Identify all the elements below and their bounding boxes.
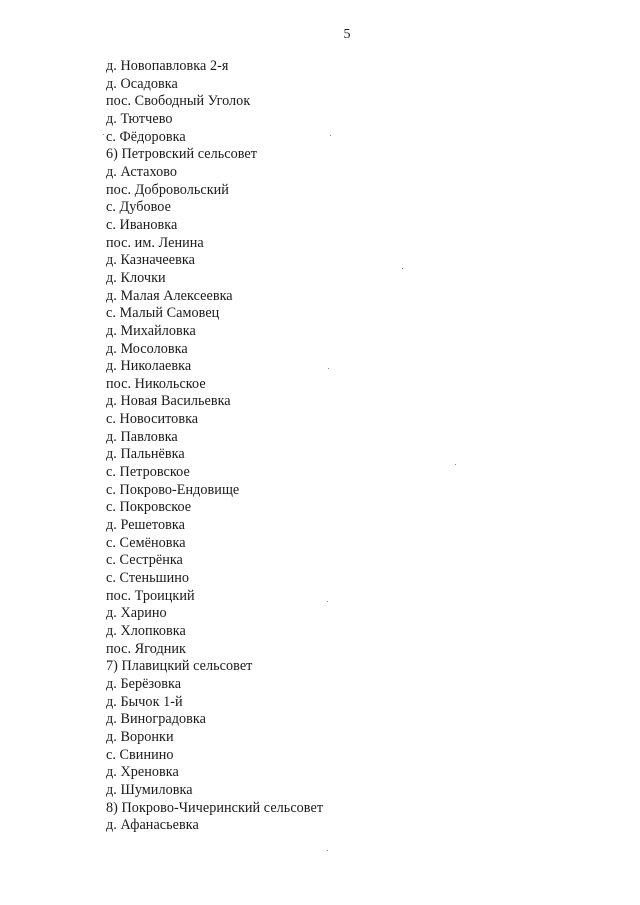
list-item: пос. Добровольский bbox=[106, 181, 229, 198]
list-item: д. Павловка bbox=[106, 428, 178, 445]
list-item: с. Семёновка bbox=[106, 534, 186, 551]
list-item: д. Астахово bbox=[106, 163, 178, 180]
list-item: с. Покрово-Ендовище bbox=[106, 481, 240, 498]
list-item: д. Николаевка bbox=[106, 358, 192, 375]
list-item: д. Берёзовка bbox=[106, 675, 182, 692]
list-item: д. Новопавловка 2-я bbox=[106, 58, 229, 74]
list-item: д. Тютчево bbox=[106, 110, 173, 127]
list-item: пос. Свободный Уголок bbox=[106, 93, 251, 110]
list-item: с. Новоситовка bbox=[106, 411, 199, 428]
list-item: д. Хлопковка bbox=[106, 623, 186, 639]
list-item: с. Сестрёнка bbox=[106, 552, 183, 569]
settlement-list bbox=[106, 58, 323, 835]
list-item: д. Осадовка bbox=[106, 75, 178, 92]
list-item: пос. Никольское bbox=[106, 375, 206, 392]
scan-speck bbox=[328, 368, 329, 369]
list-item: с. Малый Самовец bbox=[106, 305, 220, 322]
list-item: д. Клочки bbox=[106, 269, 166, 286]
list-item: с. Дубовое bbox=[106, 199, 171, 216]
scan-speck bbox=[402, 268, 403, 269]
scan-speck bbox=[103, 134, 104, 135]
list-item: д. Решетовка bbox=[106, 517, 185, 534]
scan-speck bbox=[327, 850, 328, 851]
list-item: д. Воронки bbox=[106, 728, 174, 745]
list-item: с. Петровское bbox=[106, 464, 190, 481]
list-item: д. Казначеевка bbox=[106, 252, 195, 269]
list-item: пос. Ягодник bbox=[106, 640, 186, 657]
list-item: д. Виноградовка bbox=[106, 711, 206, 728]
list-item: д. Хреновка bbox=[106, 764, 179, 781]
list-item: д. Бычок 1-й bbox=[106, 693, 183, 710]
list-item: д. Афанасьевка bbox=[106, 817, 199, 834]
list-item: с. Покровское bbox=[106, 499, 192, 516]
scan-speck bbox=[327, 601, 328, 602]
list-item: 6) Петровский сельсовет bbox=[106, 146, 257, 163]
list-item: д. Новая Васильевка bbox=[106, 393, 231, 410]
scan-speck bbox=[455, 464, 456, 465]
list-item: пос. им. Ленина bbox=[106, 234, 204, 251]
list-item: с. Свинино bbox=[106, 746, 174, 763]
list-item: с. Фёдоровка bbox=[106, 128, 186, 145]
list-item: д. Михайловка bbox=[106, 322, 196, 339]
list-item: с. Стеньшино bbox=[106, 570, 190, 587]
list-item: д. Мосоловка bbox=[106, 340, 188, 357]
list-item: д. Пальнёвка bbox=[106, 446, 185, 463]
list-item: д. Шумиловка bbox=[106, 781, 193, 798]
list-item: с. Ивановка bbox=[106, 216, 178, 233]
list-item: д. Харино bbox=[106, 605, 167, 622]
scan-speck bbox=[330, 135, 331, 136]
list-item: д. Малая Алексеевка bbox=[106, 287, 233, 304]
page-number: 5 bbox=[343, 27, 351, 42]
list-item: пос. Троицкий bbox=[106, 587, 195, 604]
list-item: 7) Плавицкий сельсовет bbox=[106, 658, 253, 675]
list-item: 8) Покрово-Чичеринский сельсовет bbox=[106, 799, 324, 816]
